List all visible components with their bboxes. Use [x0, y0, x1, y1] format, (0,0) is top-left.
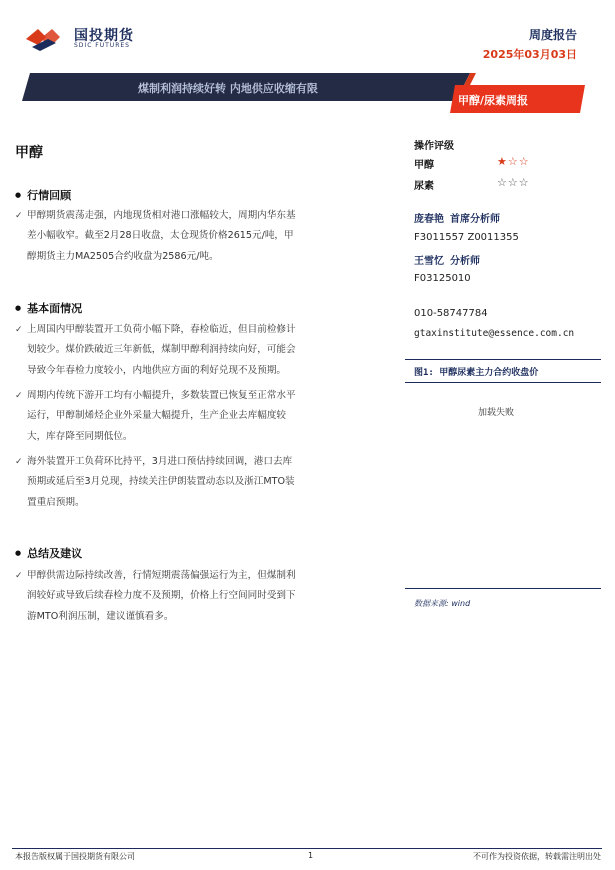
report-type: 周度报告 [528, 28, 577, 42]
text-line: 运行，甲醇制烯烃企业外采量大幅提升，生产企业去库幅度较 [27, 410, 287, 422]
company-logo-mark [24, 25, 70, 51]
fundamentals-item [15, 320, 296, 381]
text-line: 差小幅收窄。截至2月28日收盘，太仓现货价格2615元/吨，甲 [27, 230, 294, 242]
text-line: 海外装置开工负荷环比持平，3月进口预估持续回调，港口去库 [27, 456, 293, 467]
text-line: 上周国内甲醇装置开工负荷小幅下降，春检临近，但目前检修计 [27, 324, 296, 335]
rating-stars-methanol [497, 155, 530, 168]
figure-placeholder: 加载失败 [478, 408, 515, 418]
star-empty-icon: ☆ [507, 176, 519, 189]
analyst-license: F03125010 [414, 273, 471, 284]
rating-title: 操作评级 [414, 141, 454, 152]
text-line: 置重启预期。 [27, 496, 85, 508]
figure-title: 图1: 甲醇尿素主力合约收盘价 [414, 368, 539, 378]
check-icon: ✓ [15, 325, 23, 335]
fundamentals-item [15, 386, 296, 447]
star-empty-icon: ☆ [518, 155, 530, 168]
text-line: 划较少。煤价跌破近三年新低，煤制甲醇利润持续向好，可能会 [27, 344, 296, 356]
analyst-name: 王雪忆 分析师 [414, 256, 481, 267]
star-empty-icon: ☆ [497, 176, 508, 189]
rating-name-methanol: 甲醇 [414, 160, 434, 171]
text-line: 周期内传统下游开工均有小幅提升，多数装置已恢复至正常水平 [27, 390, 296, 401]
figure-title-rule [405, 382, 601, 383]
check-icon: ✓ [15, 457, 23, 467]
logo-text-en: SDIC FUTURES [74, 42, 130, 49]
rating-stars-urea [497, 176, 530, 189]
check-icon: ✓ [15, 571, 23, 581]
analyst-name: 庞春艳 首席分析师 [414, 214, 501, 225]
text-line: 甲醇期货震荡走强，内地现货相对港口涨幅较大，周期内华东基 [27, 210, 296, 221]
contact-phone: 010-58747784 [414, 308, 488, 319]
analyst-license: F3011557 Z0011355 [414, 232, 519, 243]
market-review-heading: ● 行情回顾 [15, 187, 71, 203]
fundamentals-heading: ● 基本面情况 [15, 300, 82, 316]
logo-text-cn: 国投期货 [74, 28, 134, 44]
text-line: 游MTO利润压制，建议谨慎看多。 [27, 610, 174, 622]
star-empty-icon: ☆ [518, 176, 530, 189]
banner-headline: 煤制利润持续好转 内地供应收缩有限 [138, 82, 318, 95]
summary-item [15, 566, 296, 627]
text-line: 导致今年春检力度较小，内地供应方面的利好兑现不及预期。 [27, 364, 287, 376]
footer-page-number: 1 [308, 851, 314, 860]
footer-disclaimer: 不可作为投资依据，转载需注明出处 [473, 852, 601, 861]
footer-rule [12, 848, 602, 849]
footer-copyright: 本报告版权属于国投期货有限公司 [15, 852, 135, 861]
text-line: 润较好或导致后续春检力度不及预期，价格上行空间同时受到下 [27, 590, 296, 602]
section-title: 甲醇 [15, 145, 43, 161]
figure-bottom-rule [405, 588, 601, 589]
rating-name-urea: 尿素 [414, 181, 434, 192]
contact-email[interactable]: gtaxinstitute@essence.com.cn [414, 328, 575, 339]
banner-tag: 甲醇/尿素周报 [458, 94, 529, 107]
text-line: 预期或延后至3月兑现，持续关注伊朗装置动态以及浙江MTO装 [27, 476, 295, 488]
text-line: 醇期货主力MA2505合约收盘为2586元/吨。 [27, 250, 219, 262]
fundamentals-item [15, 452, 295, 513]
star-filled-icon: ★ [497, 155, 508, 168]
figure-top-rule [405, 359, 601, 360]
check-icon: ✓ [15, 211, 23, 221]
market-review-item [15, 206, 296, 267]
text-line: 甲醇供需边际持续改善，行情短期震荡偏强运行为主，但煤制利 [27, 570, 296, 581]
report-date: 2025年03月03日 [482, 48, 577, 61]
check-icon: ✓ [15, 391, 23, 401]
figure-source: 数据来源: wind [414, 599, 471, 608]
star-empty-icon: ☆ [507, 155, 519, 168]
text-line: 大，库存降至同期低位。 [27, 430, 133, 442]
summary-heading: ● 总结及建议 [15, 545, 82, 561]
